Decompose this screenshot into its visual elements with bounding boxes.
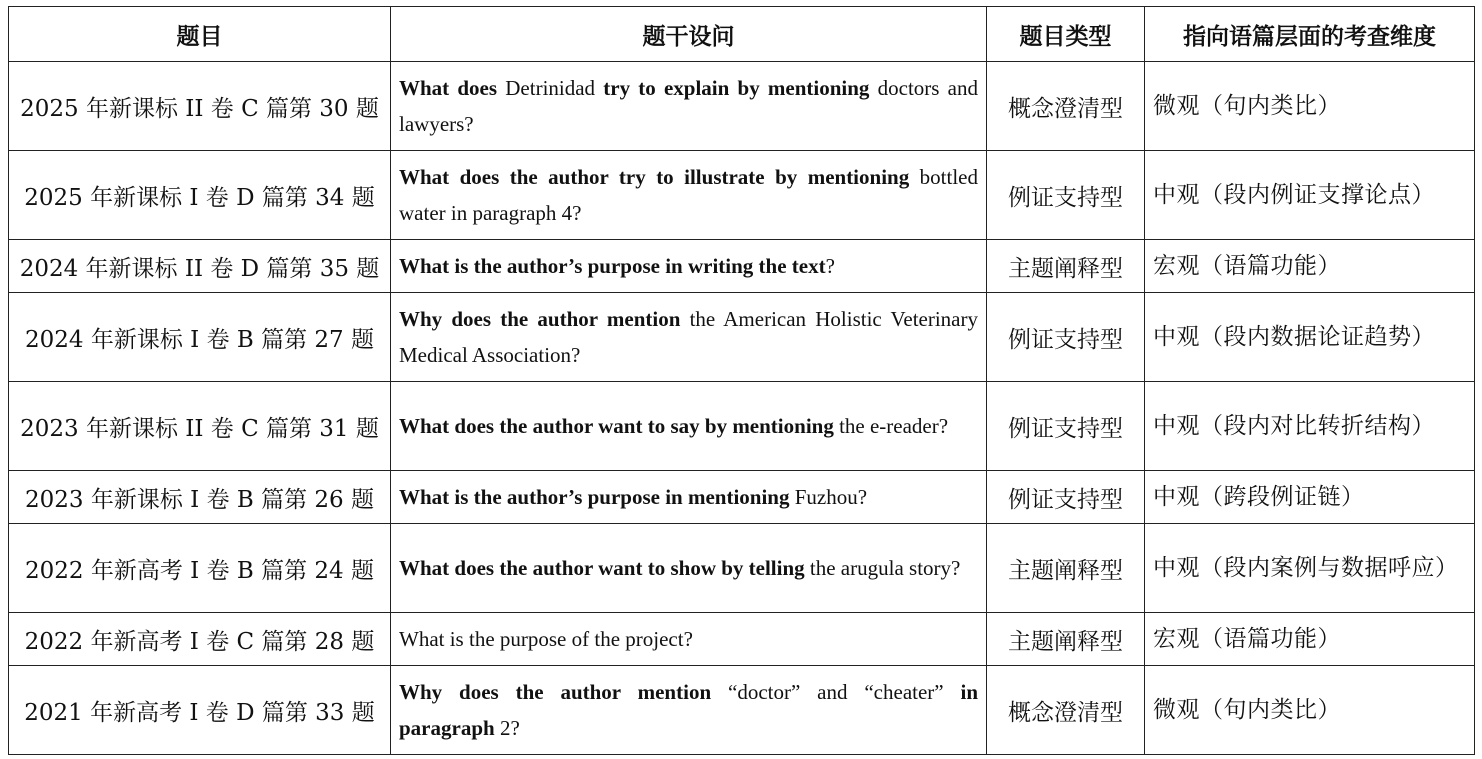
cell-question	[391, 151, 987, 240]
cell-question	[391, 524, 987, 613]
question-bold-part: What does the author want to show by telling	[399, 556, 810, 580]
table-row	[9, 62, 1475, 151]
header-type: 题目类型	[987, 7, 1145, 62]
cell-type: 概念澄清型	[987, 666, 1145, 755]
cell-type: 例证支持型	[987, 151, 1145, 240]
cell-type: 主题阐释型	[987, 240, 1145, 293]
table-row	[9, 471, 1475, 524]
cell-question	[391, 293, 987, 382]
question-bold-part: What does the author want to say by mentioning	[399, 414, 840, 438]
question-normal-part: What is the purpose of the project?	[399, 627, 693, 651]
question-bold-part: What does	[399, 76, 506, 100]
cell-source: 2024 年新课标 I 卷 B 篇第 27 题	[9, 293, 391, 382]
cell-type: 例证支持型	[987, 293, 1145, 382]
header-dimension: 指向语篇层面的考查维度	[1145, 7, 1475, 62]
table-row	[9, 151, 1475, 240]
cell-dimension: 宏观（语篇功能）	[1145, 240, 1475, 293]
cell-source: 2022 年新高考 I 卷 B 篇第 24 题	[9, 524, 391, 613]
table-row	[9, 613, 1475, 666]
question-bold-part: in paragraph	[399, 680, 978, 740]
cell-source: 2024 年新课标 II 卷 D 篇第 35 题	[9, 240, 391, 293]
cell-dimension: 微观（句内类比）	[1145, 666, 1475, 755]
question-bold-part: Why does the author mention	[399, 307, 690, 331]
question-bold-part: What does the author try to illustrate by mentioning	[399, 165, 920, 189]
cell-dimension: 中观（段内数据论证趋势）	[1145, 293, 1475, 382]
cell-question	[391, 666, 987, 755]
header-question: 题干设问	[391, 7, 987, 62]
question-normal-part: 2?	[499, 716, 520, 740]
cell-source: 2025 年新课标 II 卷 C 篇第 30 题	[9, 62, 391, 151]
question-normal-part: the e-reader?	[839, 414, 949, 438]
cell-type: 主题阐释型	[987, 613, 1145, 666]
cell-dimension: 微观（句内类比）	[1145, 62, 1475, 151]
header-source: 题目	[9, 7, 391, 62]
question-bold-part: Why does the author mention	[399, 680, 728, 704]
cell-type: 主题阐释型	[987, 524, 1145, 613]
question-bold-part: What is the author’s purpose in writing the text	[399, 254, 826, 278]
cell-dimension: 中观（段内对比转折结构）	[1145, 382, 1475, 471]
cell-type: 概念澄清型	[987, 62, 1145, 151]
question-table	[8, 6, 1475, 755]
question-normal-part: Fuzhou?	[794, 485, 868, 509]
question-normal-part: the arugula story?	[809, 556, 961, 580]
table-row	[9, 666, 1475, 755]
cell-dimension: 宏观（语篇功能）	[1145, 613, 1475, 666]
question-bold-part: What is the author’s purpose in mentioning	[399, 485, 795, 509]
cell-question	[391, 613, 987, 666]
cell-question	[391, 382, 987, 471]
question-normal-part: “doctor” and “cheater”	[728, 680, 961, 704]
cell-type: 例证支持型	[987, 471, 1145, 524]
question-bold-part: try to explain by mentioning	[603, 76, 878, 100]
table-row	[9, 240, 1475, 293]
question-normal-part: ?	[825, 254, 835, 278]
cell-source: 2022 年新高考 I 卷 C 篇第 28 题	[9, 613, 391, 666]
header-row	[9, 7, 1475, 62]
question-normal-part: bottled water in paragraph 4?	[399, 165, 978, 225]
cell-source: 2021 年新高考 I 卷 D 篇第 33 题	[9, 666, 391, 755]
question-normal-part: Detrinidad	[505, 76, 604, 100]
question-normal-part: doctors and lawyers?	[399, 76, 978, 136]
cell-source: 2023 年新课标 II 卷 C 篇第 31 题	[9, 382, 391, 471]
cell-source: 2023 年新课标 I 卷 B 篇第 26 题	[9, 471, 391, 524]
table-row	[9, 382, 1475, 471]
table-row	[9, 293, 1475, 382]
cell-question	[391, 62, 987, 151]
cell-source: 2025 年新课标 I 卷 D 篇第 34 题	[9, 151, 391, 240]
table-row	[9, 524, 1475, 613]
cell-question	[391, 240, 987, 293]
cell-dimension: 中观（段内例证支撑论点）	[1145, 151, 1475, 240]
cell-dimension: 中观（跨段例证链）	[1145, 471, 1475, 524]
cell-dimension: 中观（段内案例与数据呼应）	[1145, 524, 1475, 613]
cell-question	[391, 471, 987, 524]
question-normal-part: the American Holistic Veterinary Medical Association?	[399, 307, 978, 367]
cell-type: 例证支持型	[987, 382, 1145, 471]
